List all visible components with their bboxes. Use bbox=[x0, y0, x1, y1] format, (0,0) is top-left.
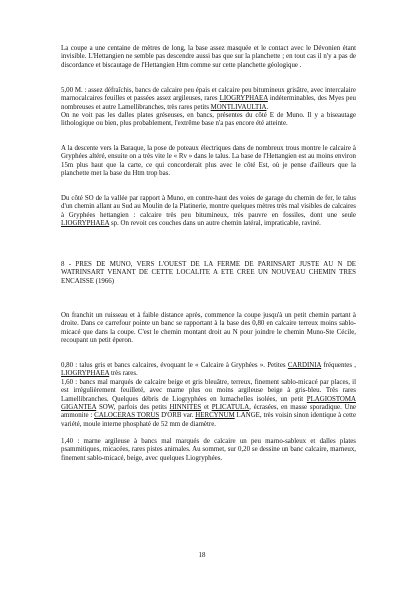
taxon-name: PLICATULA bbox=[211, 404, 250, 412]
taxon-name: HINNITES bbox=[169, 404, 202, 412]
taxon-name: CARDINIA bbox=[287, 362, 322, 369]
text-run: 1,60 : bancs mal marqués de calcaire beige et gris bleuâtre, terreux, finement sablo-micacé par places, il est irrégulièrement feuilleté, avec marne plus ou moins argileuse beige à gris-bleu. Très rares Lamellibranches. Quelques débris de Liogryphées en lumachelles isolées, un petit bbox=[61, 379, 356, 403]
text-run: 0,80 : talus gris et bancs calcaires, évoquant le « Calcaire à Gryphées ». Petites bbox=[61, 362, 288, 369]
paragraph-layer-5m bbox=[61, 87, 356, 112]
text-run: LANGE, très voisin sinon identique à cette variété, moule interne phosphaté de 52 mm de diamètre. bbox=[61, 412, 357, 428]
paragraph-so-vallee bbox=[61, 195, 356, 228]
paragraph-layer-160 bbox=[61, 379, 356, 429]
taxon-name: LIOGRYPHAEA bbox=[61, 220, 110, 228]
page-number: 18 bbox=[198, 552, 206, 559]
taxon-name: PLAGIOSTOMA GIGANTEA bbox=[61, 395, 356, 412]
text-run: SOW, parfois des petits bbox=[96, 404, 170, 412]
taxon-name: LIOGRYPHAEA bbox=[61, 370, 110, 378]
paragraph-layer-080 bbox=[61, 362, 356, 379]
text-run: 1,40 : marne argileuse à bancs mal marqués de calcaire un peu marno-sableux et dalles plates psammitiques, micacées, rares pistes animales. Au sommet, sur 0,20 se dessine un banc calcaire, marneux, finement sablo-micacé, beige, avec quelques Liogryphées. bbox=[61, 438, 356, 462]
text-run: fréquentes , bbox=[321, 362, 356, 369]
text-run: On ne voit pas les dalles plates gréseuses, en bancs, présentes du côté E de Muno. Il y a biseautage lithologique ou bien, plus probablement, l'extrême base n'a pas encore été atteinte. bbox=[61, 112, 356, 128]
text-run: On franchit un ruisseau et à faible distance après, commence la coupe jusqu'à un petit chemin partant à droite. Dans ce carrefour pointe un banc se rapportant à la base des 0,80 en calcaire terreux moins sablo-micacé que dans la coupe. C'est le chemin montant droit au N pour joindre le chemin Muno-Ste Cécile, recoupant un petit éperon. bbox=[61, 312, 356, 345]
text-run: Du côté SO de la vallée par rapport à Muno, en contre-haut des voies de garage du chemin de fer, le talus d'un chemin allant au Sud au Moulin de la Platinerie, montre quelques mètres très mal visibles de calcaires à Gryphées hettangien : calcaire très peu bitumineux, très pauvre en fossiles, dont une seule bbox=[61, 195, 356, 219]
paragraph-baraque bbox=[61, 145, 356, 178]
section-title: 8 - PRES DE MUNO, VERS L'OUEST DE LA FERME DE PARINSART JUSTE AU N DE WATRINSART VENANT DE CETTE LOCALITE A ETE CREE UN NOUVEAU CHEMIN TRES ENCAISSE (1966) bbox=[61, 261, 356, 285]
paragraph-gres bbox=[61, 112, 356, 129]
text-run: 5,00 M. : assez défraîchis, bancs de calcaire peu épais et calcaire peu bitumineux grisâtre, avec intercalaire marnocalcaires feuilles et passées assez argileuses, rares bbox=[61, 87, 356, 103]
text-run: , écrasées, en masse sporadique. Une ammonite : bbox=[61, 404, 356, 420]
taxon-name: LIOGRYPHAEA bbox=[219, 95, 268, 103]
text-run: très rares. bbox=[109, 370, 138, 378]
text-run: D'ORB var. bbox=[159, 412, 196, 420]
text-run: A la descente vers la Baraque, la pose de poteaux électriques dans de nombreux trous montre le calcaire à Gryphées altéré, ensuite on a très vite le « Rv » dans le talus. La base de l'Hettangien est au moins environ 15m plus haut que la carte, ce qui concorderait plus avec le côté Est, où je pense d'ailleurs que la planchette met la base du Htm trop bas. bbox=[61, 145, 356, 178]
taxon-name: CALOCERAS TORUS bbox=[94, 412, 160, 420]
text-run: indéterminables, des Myes peu nombreuses et autre Lamellibranches, très rares petits bbox=[61, 95, 356, 111]
taxon-name: MONTLIVAULTIA bbox=[210, 103, 267, 111]
text-run: et bbox=[201, 404, 212, 412]
text-run: La coupe a une centaine de mètres de long, la base assez masquée et le contact avec le Dévonien étant invisible. L'Hettangien ne semble pas descendre aussi bas que sur la planchette ; en tout cas il n'y a pas de discordance et biscautage de l'Hettangien Htm comme sur cette planchette géologique . bbox=[61, 45, 356, 69]
text-run: . bbox=[266, 103, 269, 111]
paragraph-ruisseau bbox=[61, 312, 356, 345]
paragraph-intro bbox=[61, 45, 356, 70]
paragraph-layer-140 bbox=[61, 438, 356, 463]
taxon-name: HERCYNUM bbox=[195, 412, 235, 420]
text-run: sp. On revoit ces couches dans un autre chemin latéral, impraticable, raviné. bbox=[109, 220, 321, 228]
